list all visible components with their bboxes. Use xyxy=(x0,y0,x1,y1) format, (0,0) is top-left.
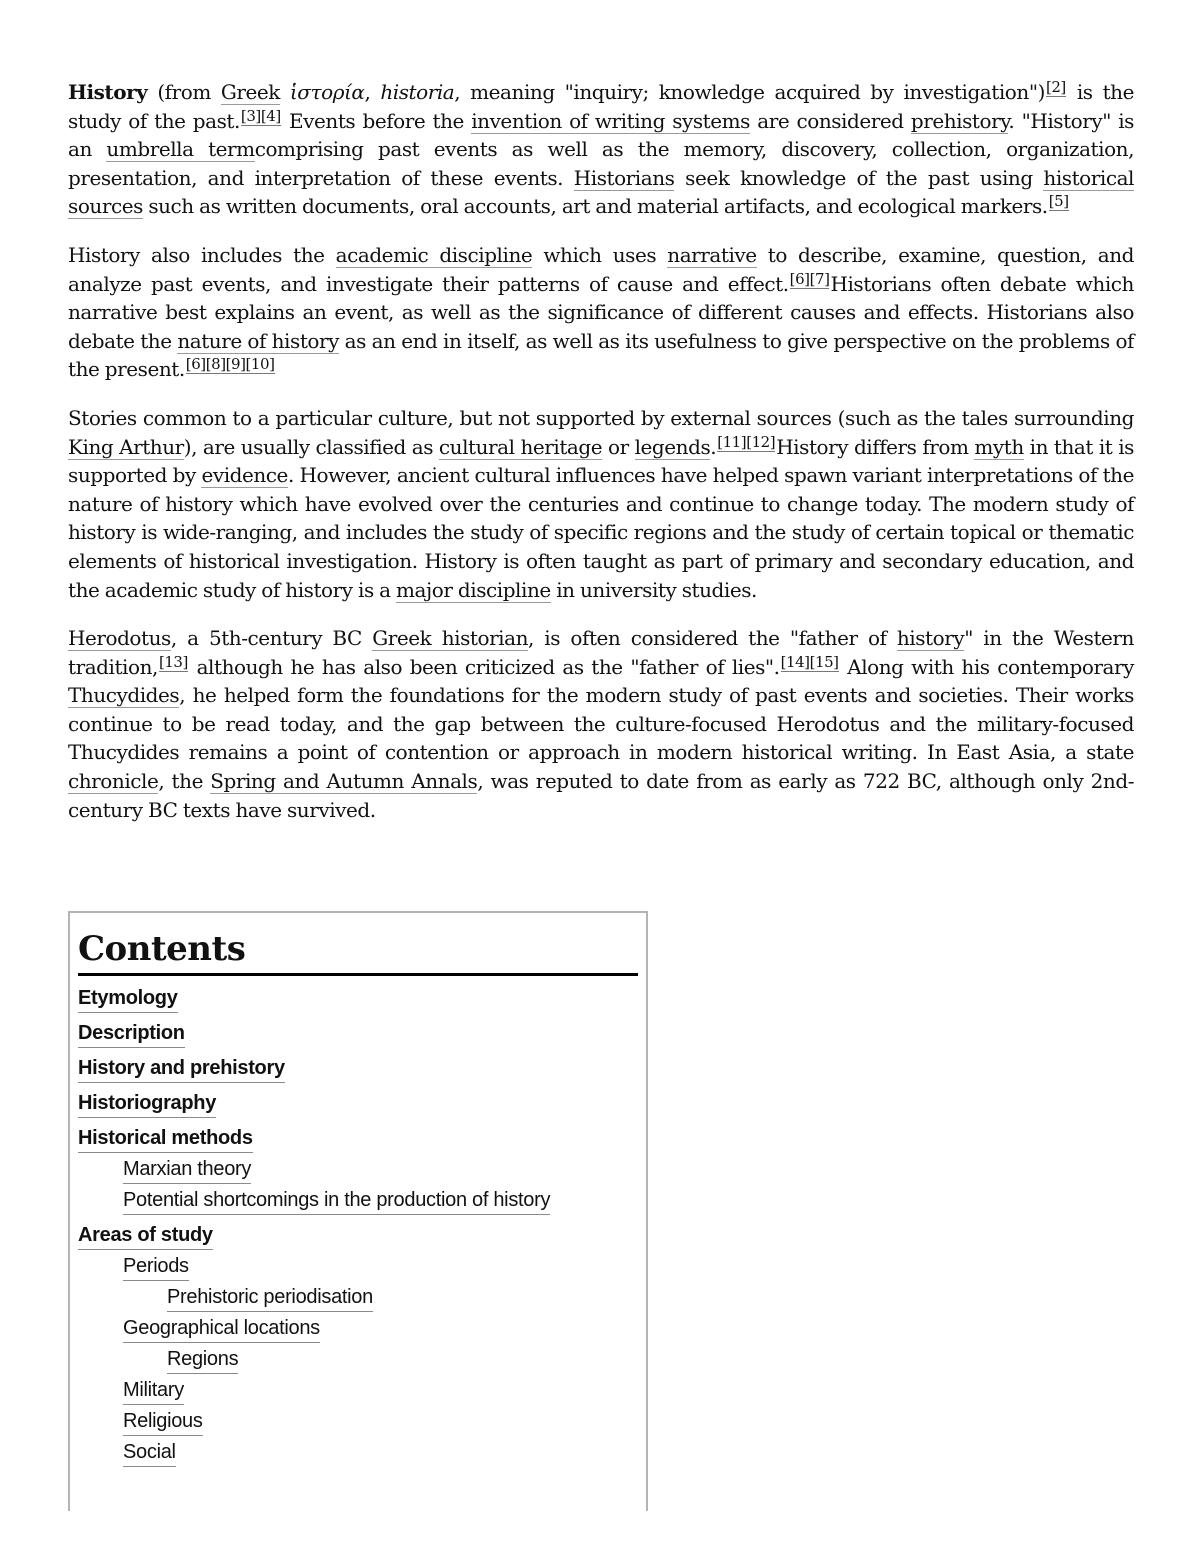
paragraph-intro: History (from Greek ἱστορία, historia, meaning "inquiry; knowledge acquired by investigation")[2] is the study of the past.[3][4] Events before the invention of writing systems are considered prehistory. "History" is an umbrella termcomprising past events as well as the memory, discovery, collection, organization, presentation, and interpretation of these events. Historians seek knowledge of the past using historical sources such as written documents, oral accounts, art and material artifacts, and ecological markers.[5] xyxy=(68,78,1135,219)
toc-item-label[interactable]: Geographical locations xyxy=(123,1316,320,1343)
toc-item[interactable] xyxy=(78,1124,638,1153)
toc-item[interactable] xyxy=(78,1019,638,1048)
toc-item[interactable] xyxy=(78,1283,638,1312)
toc-item[interactable] xyxy=(78,1252,638,1281)
toc-item[interactable] xyxy=(78,1407,638,1436)
link-greek[interactable]: Greek xyxy=(220,80,280,104)
toc-item-label[interactable]: Description xyxy=(78,1021,185,1048)
ref-4[interactable]: [4] xyxy=(260,106,281,125)
toc-item[interactable] xyxy=(78,984,638,1013)
link-historical-sources[interactable]: historical sources xyxy=(68,165,1134,219)
ref-7[interactable]: [7] xyxy=(809,269,830,288)
toc-list xyxy=(78,984,638,1467)
italic-historia: historia xyxy=(380,80,455,104)
link-king-arthur[interactable]: King Arthur xyxy=(68,434,184,459)
ref-10[interactable]: [10] xyxy=(245,355,275,374)
toc-item[interactable] xyxy=(78,1186,638,1215)
toc-item-label[interactable]: Potential shortcomings in the production of history xyxy=(123,1188,550,1215)
ref-13[interactable]: [13] xyxy=(158,652,188,671)
toc-item[interactable] xyxy=(78,1054,638,1083)
link-invention-of-writing[interactable]: invention of writing systems xyxy=(471,108,750,133)
link-herodotus[interactable]: Herodotus xyxy=(68,626,171,651)
link-narrative[interactable]: narrative xyxy=(667,242,757,267)
ref-9[interactable]: [9] xyxy=(225,355,246,374)
ref-6[interactable]: [6] xyxy=(789,269,810,288)
link-major-discipline[interactable]: major discipline xyxy=(396,577,551,602)
citation xyxy=(1049,192,1069,210)
ref-3[interactable]: [3] xyxy=(240,106,261,125)
bold-term: History xyxy=(68,80,148,104)
toc-item-label[interactable]: Military xyxy=(123,1378,184,1405)
toc-item-label[interactable]: Periods xyxy=(123,1254,189,1281)
toc-title: Contents xyxy=(78,923,638,976)
link-spring-and-autumn-annals[interactable]: Spring and Autumn Annals xyxy=(210,769,478,794)
citation xyxy=(159,653,188,671)
citation xyxy=(1046,78,1066,96)
citation xyxy=(717,433,775,451)
link-academic-discipline[interactable]: academic discipline xyxy=(335,242,533,267)
toc-item-label[interactable]: Social xyxy=(123,1440,176,1467)
toc-item[interactable] xyxy=(78,1438,638,1467)
ref-2[interactable]: [2] xyxy=(1045,78,1066,96)
paragraph-stories: Stories common to a particular culture, but not supported by external sources (such as the tales surrounding King Arthur), are usually classified as cultural heritage or legends.[11][12]History differs from myth in that it is supported by evidence. However, ancient cultural influences have helped spawn variant interpretations of the nature of history which have evolved over the centuries and continue to change today. The modern study of history is wide-ranging, and includes the study of specific regions and the study of certain topical or thematic elements of historical investigation. History is often taught as part of primary and secondary education, and the academic study of history is a major discipline in university studies. xyxy=(68,405,1134,602)
ref-14[interactable]: [14] xyxy=(780,652,810,671)
toc-item[interactable] xyxy=(78,1155,638,1184)
toc-item[interactable] xyxy=(78,1314,638,1343)
link-umbrella-term[interactable]: umbrella term xyxy=(106,137,255,162)
ref-5[interactable]: [5] xyxy=(1048,192,1069,211)
link-thucydides[interactable]: Thucydides xyxy=(68,683,180,708)
link-prehistory[interactable]: prehistory xyxy=(910,108,1009,133)
toc-item-label[interactable]: Prehistoric periodisation xyxy=(167,1285,373,1312)
link-evidence[interactable]: evidence xyxy=(201,463,288,488)
link-greek-historian[interactable]: Greek historian xyxy=(372,626,529,651)
citation xyxy=(790,270,830,288)
link-cultural-heritage[interactable]: cultural heritage xyxy=(438,434,603,459)
ref-15[interactable]: [15] xyxy=(809,652,839,671)
link-myth[interactable]: myth xyxy=(974,434,1024,459)
article-body xyxy=(68,78,1134,844)
table-of-contents xyxy=(68,911,648,1511)
ref-12[interactable]: [12] xyxy=(746,432,776,451)
ref-6b[interactable]: [6] xyxy=(185,355,206,374)
citation xyxy=(781,653,839,671)
paragraph-discipline: History also includes the academic discipline which uses narrative to describe, examine, question, and analyze past events, and investigate their patterns of cause and effect.[6][7]Historians often debate which narrative best explains an event, as well as the significance of different causes and effects. Historians also debate the nature of history as an end in itself, as well as its usefulness to give perspective on the problems of the present.[6][8][9][10] xyxy=(68,242,1135,382)
link-historians[interactable]: Historians xyxy=(573,165,675,190)
toc-item-label[interactable]: Religious xyxy=(123,1409,203,1436)
toc-item[interactable] xyxy=(78,1345,638,1374)
toc-item-label[interactable]: Regions xyxy=(167,1347,238,1374)
link-nature-of-history[interactable]: nature of history xyxy=(177,328,339,353)
citation xyxy=(241,107,281,125)
paragraph-herodotus: Herodotus, a 5th-century BC Greek historian, is often considered the "father of history" in the Western tradition,[13] although he has also been criticized as the "father of lies".[14][15] Along with his contemporary Thucydides, he helped form the foundations for the modern study of past events and societies. Their works continue to be read today, and the gap between the culture-focused Herodotus and the military-focused Thucydides remains a point of contention or approach in modern historical writing. In East Asia, a state chronicle, the Spring and Autumn Annals, was reputed to date from as early as 722 BC, although only 2nd-century BC texts have survived. xyxy=(68,626,1134,822)
toc-item-label[interactable]: Marxian theory xyxy=(123,1157,251,1184)
toc-item-label[interactable]: Historical methods xyxy=(78,1126,253,1153)
toc-item-label[interactable]: History and prehistory xyxy=(78,1056,285,1083)
toc-item[interactable] xyxy=(78,1376,638,1405)
ref-11[interactable]: [11] xyxy=(717,432,747,451)
citation xyxy=(186,355,275,373)
toc-item[interactable] xyxy=(78,1221,638,1250)
link-chronicle[interactable]: chronicle xyxy=(68,769,159,794)
toc-item[interactable] xyxy=(78,1089,638,1118)
toc-item-label[interactable]: Etymology xyxy=(78,986,178,1013)
toc-item-label[interactable]: Historiography xyxy=(78,1091,216,1118)
greek-word: ἱστορία xyxy=(289,80,365,104)
ref-8[interactable]: [8] xyxy=(205,355,226,374)
toc-item-label[interactable]: Areas of study xyxy=(78,1223,213,1250)
link-legends[interactable]: legends xyxy=(634,434,711,459)
link-history[interactable]: history xyxy=(896,626,965,651)
